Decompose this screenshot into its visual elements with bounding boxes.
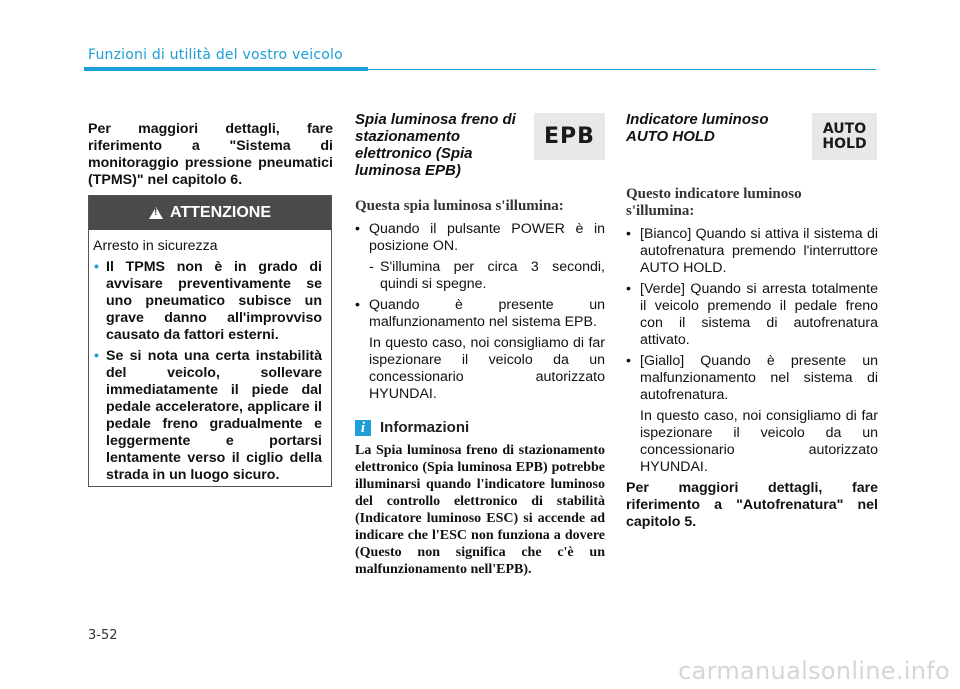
warning-bullet-text: Il TPMS non è in grado di avvisare preventivamente se uno pneumatico subisce un grave danno all'improvviso causato da fattori esterni. (106, 259, 322, 343)
page-number: 3-52 (88, 628, 118, 643)
epb-bullet-text: Quando è presente un malfunzionamento nel sistema EPB. (369, 297, 605, 330)
epb-bullet (355, 221, 605, 255)
bullet-dot-icon: • (626, 353, 631, 369)
section-title: Funzioni di utilità del vostro veicolo (88, 47, 343, 63)
warning-subtitle: Arresto in sicurezza (93, 238, 218, 254)
auto-hold-bullet (626, 281, 878, 349)
header-rule-thin (368, 69, 876, 70)
column-2 (355, 111, 605, 578)
auto-hold-badge-line: AUTO (822, 120, 867, 137)
epb-dash-text: S'illumina per circa 3 secondi, quindi si spegne. (380, 259, 605, 292)
auto-hold-heading-line: Indicatore luminoso (626, 111, 769, 128)
dash-marker: - (369, 259, 374, 275)
warning-bullet (93, 259, 322, 344)
auto-hold-badge-line: HOLD (822, 135, 867, 152)
bullet-dot-icon: • (355, 221, 360, 237)
tpms-reference-text: Per maggiori dettagli, fare riferimento a "Sistema di monitoraggio pressione pneumatici (TPMS)" nel capitolo 6. (88, 121, 333, 188)
bullet-dot-icon: • (94, 348, 99, 364)
auto-hold-bullet (626, 226, 878, 277)
epb-bullet-text: Quando il pulsante POWER è in posizione ON. (369, 221, 605, 254)
auto-hold-subheading: Questo indicatore luminoso s'illumina: (626, 186, 802, 219)
warning-body (89, 230, 331, 484)
epb-bullet (355, 297, 605, 331)
bullet-dot-icon: • (626, 226, 631, 242)
auto-hold-heading-line: AUTO HOLD (626, 128, 715, 145)
info-icon: i (355, 420, 371, 436)
auto-hold-bullet-text: [Bianco] Quando si attiva il sistema di autofrenatura premendo l'interruttore AUTO HOLD. (640, 226, 878, 276)
auto-hold-advice-text: In questo caso, noi consigliamo di far ispezionare il veicolo da un concessionario autorizzato HYUNDAI. (640, 408, 878, 475)
info-title: Informazioni (380, 419, 470, 436)
bullet-dot-icon: • (94, 259, 99, 275)
warning-bullet (93, 348, 322, 484)
warning-header (89, 196, 331, 230)
warning-box (88, 195, 332, 487)
auto-hold-bullet-text: [Giallo] Quando è presente un malfunzionamento nel sistema di autofrenatura. (640, 353, 878, 403)
bullet-dot-icon: • (355, 297, 360, 313)
column-1 (88, 121, 333, 189)
warning-bullet-text: Se si nota una certa instabilità del veicolo, sollevare immediatamente il piede dal pedale acceleratore, applicare il pedale freno gradualmente e leggermente e portarsi lentamente verso il ciglio della strada in un luogo sicuro. (106, 348, 322, 483)
header-rule-thick (84, 67, 368, 71)
bullet-dot-icon: • (626, 281, 631, 297)
warning-triangle-icon (149, 207, 163, 219)
epb-subheading: Questa spia luminosa s'illumina: (355, 198, 564, 214)
epb-dash-item (355, 259, 605, 293)
info-text: La Spia luminosa freno di stazionamento elettronico (Spia luminosa EPB) potrebbe illuminarsi quando l'indicatore luminoso del controllo elettronico di stabilità (Indicatore luminoso ESC) si accende ad indicare che l'ESC non funziona a dovere (Questo non significa che c'è un malfunzionamento nell'EPB). (355, 443, 605, 577)
epb-indicator-icon: EPB (534, 113, 605, 160)
auto-hold-reference-text: Per maggiori dettagli, fare riferimento a "Autofrenatura" nel capitolo 5. (626, 480, 878, 530)
column-3 (626, 111, 878, 531)
auto-hold-heading (626, 111, 878, 145)
watermark: carmanualsonline.info (678, 657, 950, 685)
epb-heading: Spia luminosa freno di stazionamento elettronico (Spia luminosa EPB) (355, 111, 516, 179)
epb-advice-text: In questo caso, noi consigliamo di far ispezionare il veicolo da un concessionario autorizzato HYUNDAI. (369, 335, 605, 402)
auto-hold-bullet-text: [Verde] Quando si arresta totalmente il veicolo premendo il pedale freno con il sistema di autofrenatura attivato. (640, 281, 878, 348)
auto-hold-bullet (626, 353, 878, 404)
info-header (355, 419, 605, 436)
warning-title: ATTENZIONE (169, 204, 272, 221)
